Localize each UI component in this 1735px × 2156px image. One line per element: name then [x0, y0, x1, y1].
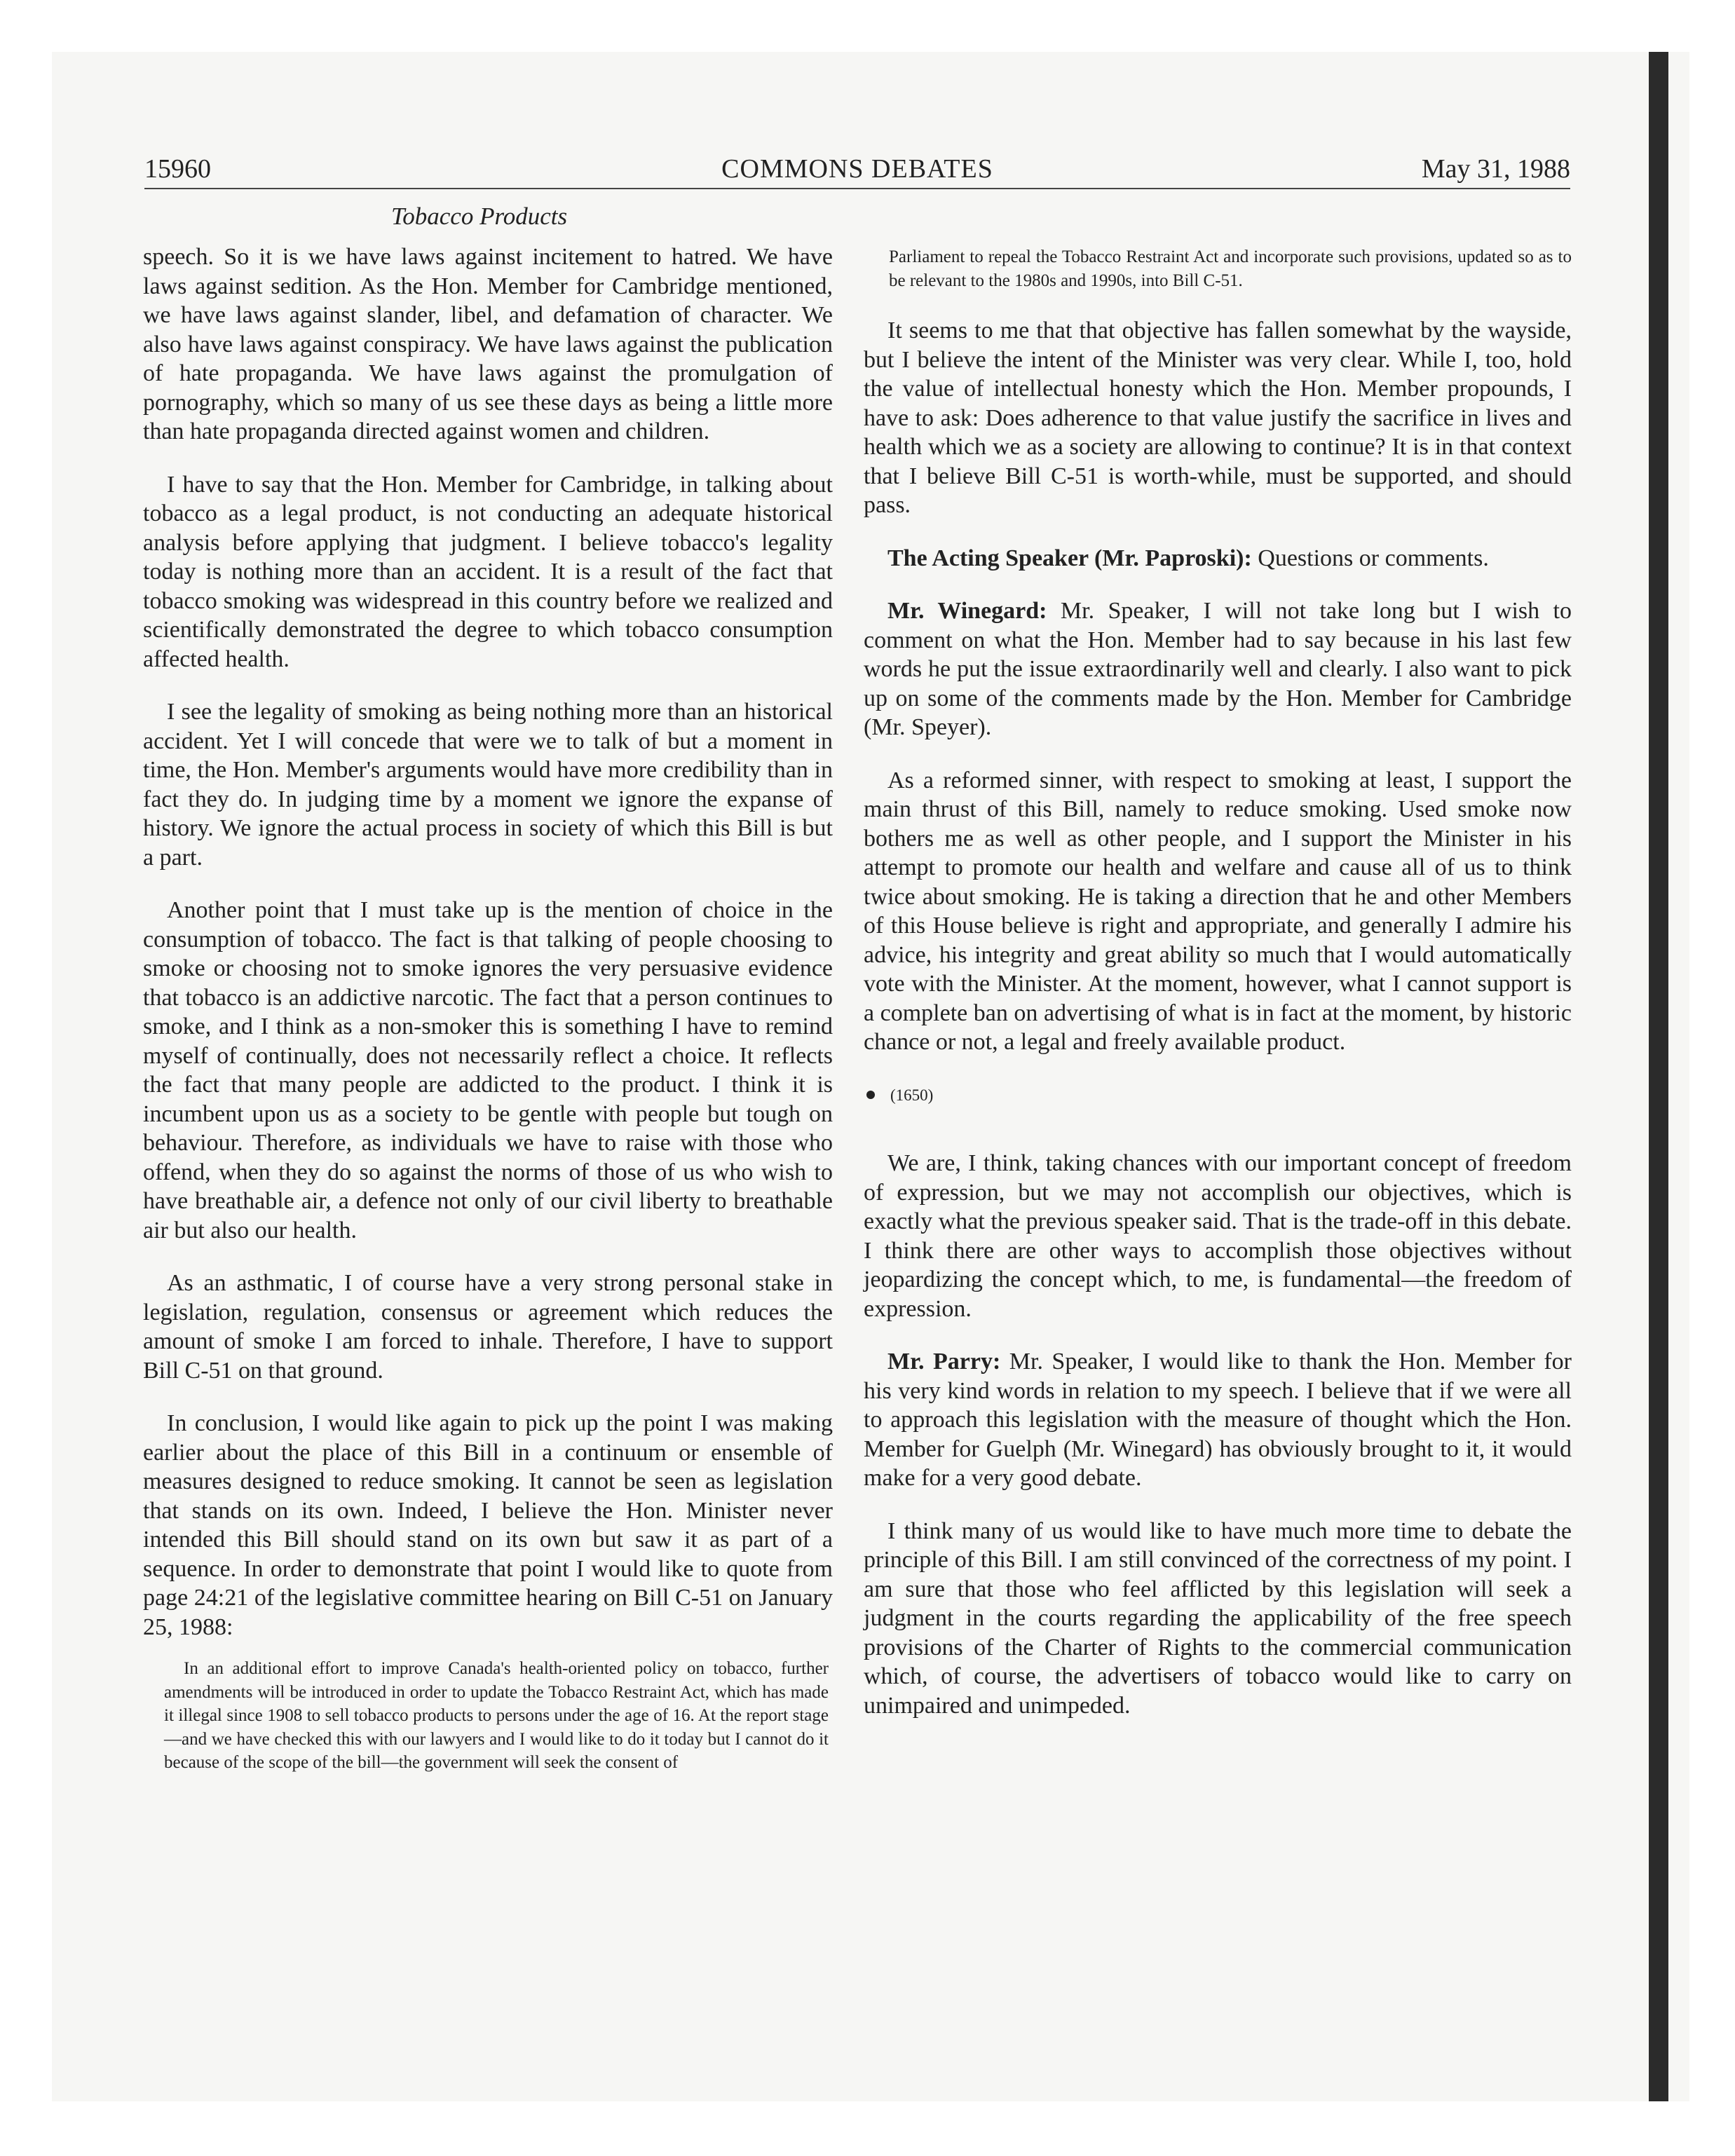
- timestamp-text: (1650): [890, 1086, 934, 1104]
- paragraph: We are, I think, taking chances with our important concept of freedom of expression, but we may not accomplish our objectives, which is exactly what the previous speaker said. That is the trade-off in this debate. I think there are other ways to accomplish those objectives without jeopardizing the concept which, to me, is fundamental—the freedom of expression.: [864, 1150, 1572, 1322]
- block-quote-continued: Parliament to repeal the Tobacco Restraint Act and incorporate such provisions, updated so as to be relevant to the 1980s and 1990s, into Bill C-51.: [889, 247, 1572, 290]
- paragraph: I think many of us would like to have much more time to debate the principle of this Bill. I am still convinced of the correctness of my point. I am sure that those who feel afflicted by this legislation will seek a judgment in the courts regarding the applicability of the free speech provisions of the Charter of Rights to the commercial communication which, of course, the advertisers of tobacco would like to carry on unimpaired and unimpeded.: [864, 1517, 1572, 1719]
- bullet-icon: [866, 1091, 875, 1099]
- paragraph: As an asthmatic, I of course have a very strong personal stake in legislation, regulation, consensus or agreement which reduces the amount of smoke I am forced to inhale. Therefore, I have to support Bill C-51 on that ground.: [143, 1270, 833, 1384]
- speech-text: Mr. Speaker, I will not take long but I wish to comment on what the Hon. Member had to say because in his last few words he put the issue extraordinarily well and clearly. I also want to pick up on some of the comments made by the Hon. Member for Cambridge (Mr. Speyer).: [864, 598, 1572, 740]
- speaker-name: Mr. Parry:: [887, 1349, 1001, 1374]
- paragraph: speech. So it is we have laws against incitement to hatred. We have laws against sedition. As the Hon. Member for Cambridge mentioned, we have laws against slander, libel, and defamation of character. We also have laws against conspiracy. We have laws against the publication of hate propaganda. We have laws against the promulgation of pornography, which so many of us see these days as being a little more than hate propaganda directed against women and children.: [143, 244, 833, 444]
- speaker-paragraph: [864, 1347, 1572, 1493]
- section-title: Tobacco Products: [391, 203, 568, 230]
- paragraph: Another point that I must take up is the mention of choice in the consumption of tobacco. The fact is that talking of people choosing to smoke or choosing not to smoke ignores the very persuasive evidence that tobacco is an addictive narcotic. The fact that a person continues to smoke, and I think as a non-smoker this is something I have to remind myself of continually, does not necessarily reflect a choice. It reflects the fact that many people are addicted to the product. I think it is incumbent upon us as a society to be gentle with people but tough on behaviour. Therefore, as individuals we have to raise with those who offend, when they do so against the norms of those of us who wish to have breathable air, a defence not only of our civil liberty to breathable air but also our health.: [143, 897, 833, 1243]
- paragraph: As a reformed sinner, with respect to smoking at least, I support the main thrust of this Bill, namely to reduce smoking. Used smoke now bothers me as well as other people, and I support the Minister in his attempt to promote our health and welfare and cause all of us to think twice about smoking. He is taking a direction that he and other Members of this House believe is right and appropriate, and generally I admire his advice, his integrity and great ability so much that I would automatically vote with the Minister. At the moment, however, what I cannot support is a complete ban on advertising of what is in fact at the moment, by historic chance or not, a legal and freely available product.: [864, 767, 1572, 1055]
- scan-edge-bar: [1649, 52, 1668, 2101]
- right-column: [864, 245, 1572, 1744]
- speech-text: Questions or comments.: [1258, 545, 1489, 571]
- speaker-paragraph: [864, 544, 1572, 573]
- block-quote: In an additional effort to improve Canada's health-oriented policy on tobacco, further amendments will be introduced in order to update the Tobacco Restraint Act, which has made it illegal since 1908 to sell tobacco products to persons under the age of 16. At the report stage—and we have checked this with our lawyers and I would like to do it today but I cannot do it because of the scope of the bill—the government will seek the consent of: [164, 1659, 829, 1772]
- paragraph: I have to say that the Hon. Member for Cambridge, in talking about tobacco as a legal product, is not conducting an adequate historical analysis before applying that judgment. I believe tobacco's legality today is nothing more than an accident. It is a result of the fact that tobacco smoking was widespread in this country before we realized and scientifically demonstrated the degree to which tobacco consumption affected health.: [143, 471, 833, 672]
- paragraph: In conclusion, I would like again to pick up the point I was making earlier about the place of this Bill in a continuum or ensemble of measures designed to reduce smoking. It cannot be seen as legislation that stands on its own. Indeed, I believe the Hon. Minister never intended this Bill should stand on its own but saw it as part of a sequence. In order to demonstrate that point I would like to quote from page 24:21 of the legislative committee hearing on Bill C-51 on January 25, 1988:: [143, 1410, 833, 1640]
- speaker-name: The Acting Speaker (Mr. Paproski):: [887, 545, 1252, 571]
- speaker-paragraph: [864, 596, 1572, 742]
- left-column: [143, 243, 833, 1775]
- publication-title: COMMONS DEBATES: [721, 154, 993, 184]
- paragraph: I see the legality of smoking as being nothing more than an historical accident. Yet I will concede that were we to talk of but a moment in time, the Hon. Member's arguments would have more credibility than in fact they do. In judging time by a moment we ignore the expanse of history. We ignore the actual process in society of which this Bill is but a part.: [143, 699, 833, 871]
- speaker-name: Mr. Winegard:: [887, 598, 1047, 624]
- timestamp: [864, 1081, 1572, 1110]
- page-date: May 31, 1988: [1421, 154, 1570, 184]
- page-number: 15960: [144, 154, 211, 184]
- speech-text: Mr. Speaker, I would like to thank the Hon. Member for his very kind words in relation to my speech. I believe that if we were all to approach this legislation with the measure of thought which the Hon. Member for Guelph (Mr. Winegard) has obviously brought to it, it would make for a very good debate.: [864, 1349, 1572, 1491]
- paragraph: It seems to me that that objective has fallen somewhat by the wayside, but I believe the intent of the Minister was very clear. While I, too, hold the value of intellectual honesty which the Hon. Member propounds, I have to ask: Does adherence to that value justify the sacrifice in lives and health which we as a society are allowing to continue? It is in that context that I believe Bill C-51 is worth-while, must be supported, and should pass.: [864, 318, 1572, 518]
- page-header: [144, 150, 1570, 189]
